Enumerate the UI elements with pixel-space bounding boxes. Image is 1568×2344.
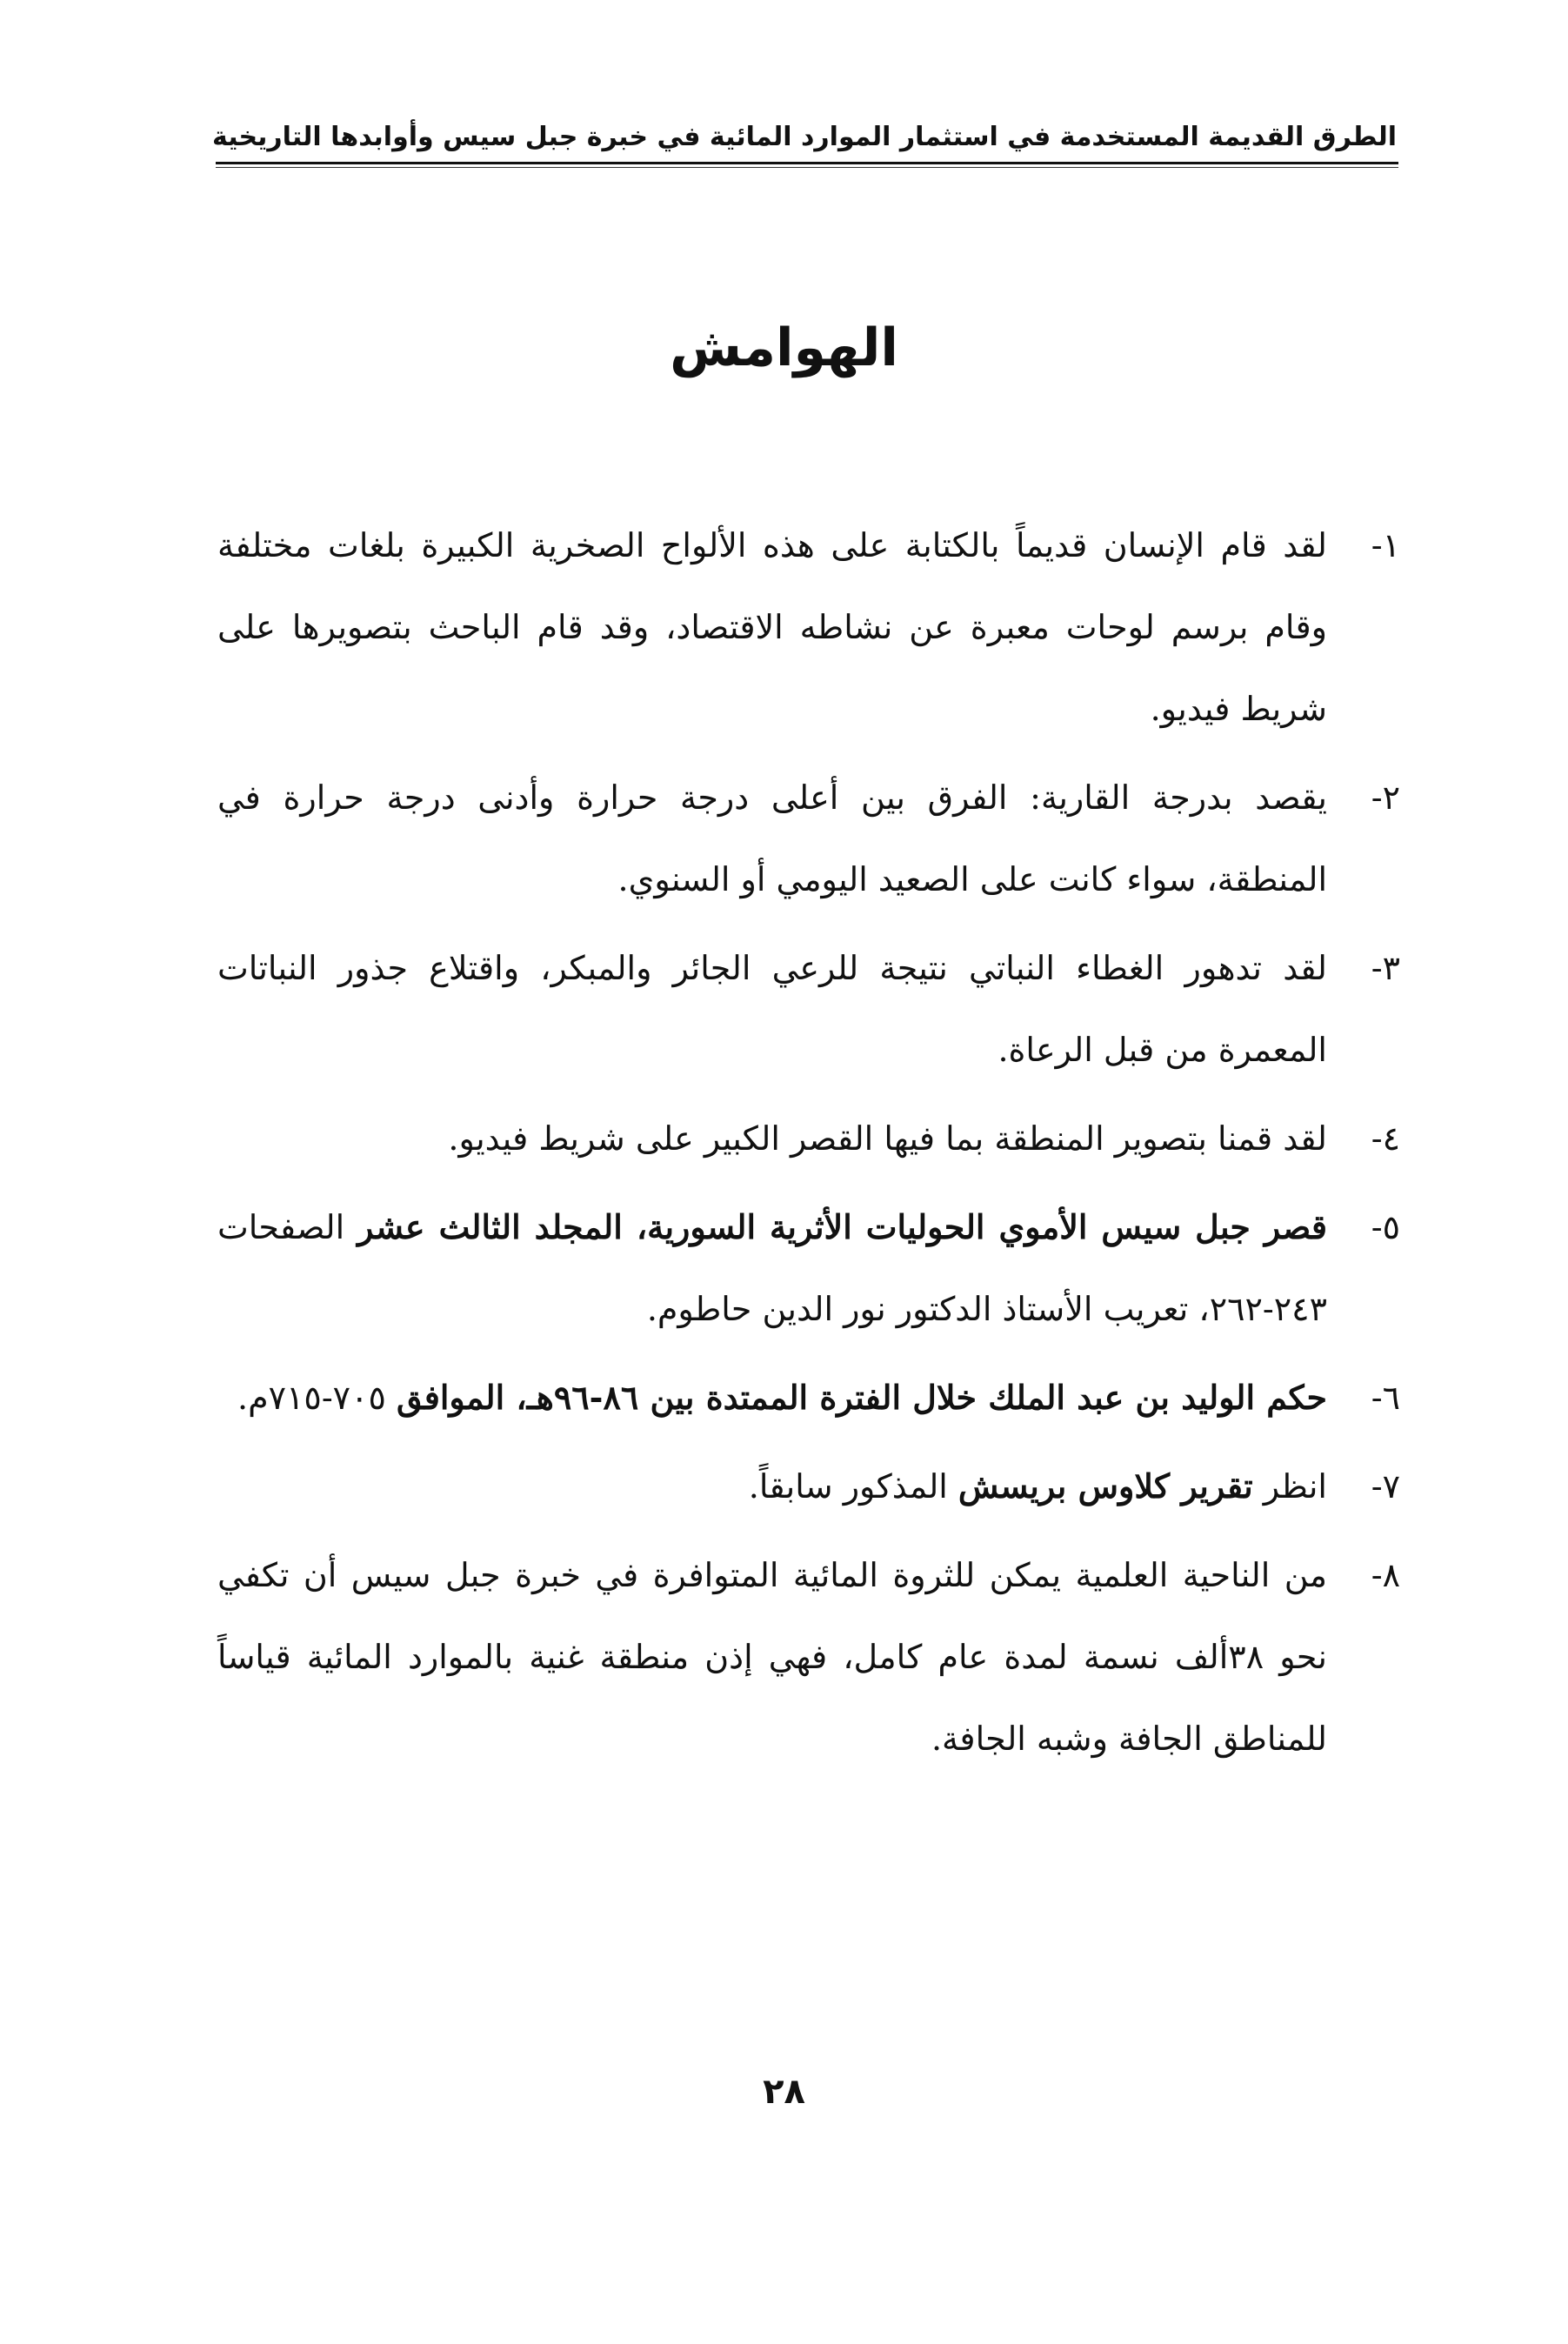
page-number: ٢٨ [763,2072,805,2112]
footnote-text [217,1357,1327,1439]
footnote-2 [217,757,1400,920]
footnote-3 [217,927,1400,1091]
footnotes-list [217,504,1400,1780]
footnote-8 [217,1534,1400,1780]
header-rule-thin [216,167,1398,168]
footnote-5 [217,1186,1400,1350]
footnote-text: لقد قمنا بتصوير المنطقة بما فيها القصر الكبير على شريط فيديو. [448,1119,1327,1158]
footnote-text [217,1446,1327,1527]
footnote-number: ٤- [1371,1119,1400,1158]
footnote-detail: المذكور سابقاً. [748,1467,958,1506]
footnote-number: ١- [1371,526,1400,564]
footnote-1 [217,504,1400,750]
footnote-text: يقصد بدرجة القارية: الفرق بين أعلى درجة حرارة وأدنى درجة حرارة في المنطقة، سواء كانت على الصعيد اليومي أو السنوي. [217,778,1327,898]
footnote-number: ٨- [1371,1556,1400,1594]
footnote-text: لقد قام الإنسان قديماً بالكتابة على هذه الألواح الصخرية الكبيرة بلغات مختلفة وقام برسم لوحات معبرة عن نشاطه الاقتصاد، وقد قام الباحث بتصويرها على شريط فيديو. [217,526,1327,728]
section-title: الهوامش [670,317,898,378]
footnote-number: ٣- [1371,949,1400,987]
footnote-detail: ٧٠٥-٧١٥م. [237,1379,397,1417]
header-rule [216,162,1398,164]
footnote-text: لقد تدهور الغطاء النباتي نتيجة للرعي الجائر والمبكر، واقتلاع جذور النباتات المعمرة من قبل الرعاة. [217,949,1327,1069]
running-header: الطرق القديمة المستخدمة في استثمار الموارد المائية في خبرة جبل سيس وأوابدها التاريخية [212,122,1397,152]
footnote-number: ٧- [1371,1467,1400,1506]
footnote-number: ٢- [1371,778,1400,817]
footnote-7 [217,1446,1400,1527]
footnote-emphasis: حكم الوليد بن عبد الملك خلال الفترة الممتدة بين ٨٦-٩٦هـ، الموافق [397,1378,1327,1417]
footnote-number: ٥- [1371,1208,1400,1246]
footnote-number: ٦- [1371,1379,1400,1417]
footnote-lead: انظر [1252,1467,1327,1506]
footnote-4 [217,1098,1400,1179]
footnote-reference-title: تقرير كلاوس بريسش [957,1466,1253,1506]
footnote-source-detail: الصفحات ٢٤٣-٢٦٢، تعريب الأستاذ الدكتور نور الدين حاطوم. [217,1208,1327,1328]
footnote-source-title: قصر جبل سيس الأموي الحوليات الأثرية السورية، المجلد الثالث عشر [357,1207,1327,1246]
footnote-text: من الناحية العلمية يمكن للثروة المائية المتوافرة في خبرة جبل سيس أن تكفي نحو ٣٨ألف نسمة لمدة عام كامل، فهي إذن منطقة غنية بالموارد المائية قياساً للمناطق الجافة وشبه الجافة. [217,1556,1327,1758]
footnote-text [217,1186,1327,1350]
footnote-6 [217,1357,1400,1439]
